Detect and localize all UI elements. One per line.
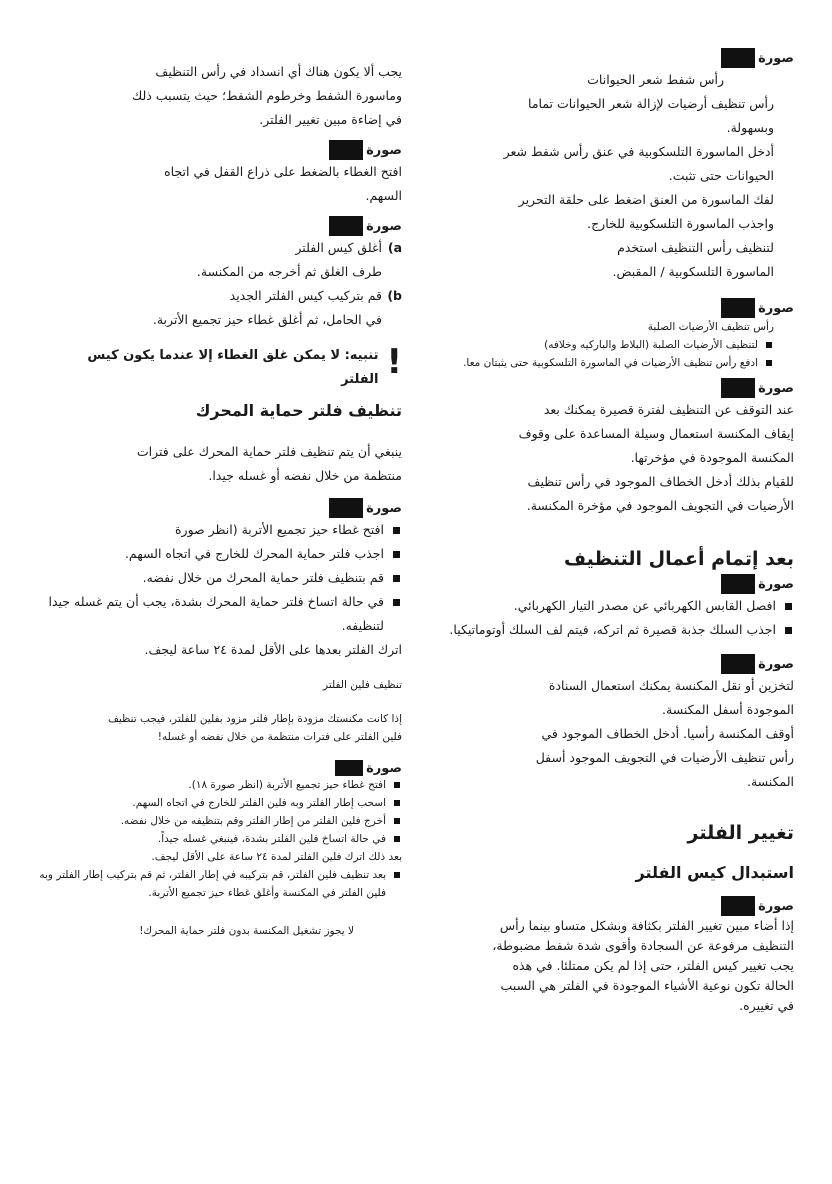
list-item: بعد تنظيف فلين الفلتر، قم بتركيبه في إطار الفلتر، ثم قم بتركيب إطار الفلتر وبه فلين الفلتر في المكنسة وأغلق غطاء حيز تجميع الأتربة. — [38, 866, 402, 902]
list-item: ادفع رأس تنظيف الأرضيات في الماسورة التلسكوبية حتى يثبتان معا. — [434, 354, 774, 372]
figure-number-box — [721, 654, 755, 674]
section-heading: تغيير الفلتر — [687, 822, 794, 844]
text-line: المكنسة الموجودة في مؤخرتها. — [630, 450, 794, 465]
text-line: في الحامل، ثم أغلق غطاء حيز تجميع الأتربة. — [152, 312, 382, 327]
text-line: رأس تنظيف الأرضيات في التجويف الموجود أسفل — [535, 750, 794, 765]
figure-number-box — [329, 216, 363, 236]
text-line: واجذب الماسورة التلسكوبية للخارج. — [587, 216, 774, 231]
text-line: في تغييره. — [739, 998, 794, 1013]
list-item: اجذب السلك جذبة قصيرة ثم اتركه، فيتم لف السلك أوتوماتيكيا. — [434, 618, 794, 642]
text-line: إيقاف المكنسة استعمال وسيلة المساعدة على وقوف — [518, 426, 794, 441]
text-line: أوقف المكنسة رأسيا. أدخل الخطاف الموجود في — [541, 726, 794, 741]
step-a — [38, 236, 402, 260]
figure-number-box — [721, 896, 755, 916]
text-line: لتنظيف رأس التنظيف استخدم — [617, 240, 774, 255]
figure-label: صورة — [434, 896, 794, 916]
figure-number-box — [329, 140, 363, 160]
text-line: منتظمة من خلال نفضه أو غسله جيدا. — [208, 468, 402, 483]
text-line: إذا كانت مكنستك مزودة بإطار فلتر مزود بفلين للفلتر، فيجب تنظيف — [107, 713, 402, 725]
figure-label: صورة — [38, 216, 402, 236]
text-line: الحالة تكون نوعية الأشياء الموجودة في الفلتر هي السبب — [500, 978, 794, 993]
text-line: لفك الماسورة من العنق اضغط على حلقة التحرير — [518, 192, 774, 207]
text-line: أدخل الماسورة التلسكوبية في عنق رأس شفط شعر — [503, 144, 774, 159]
text-line: الأرضيات في التجويف الموجود في مؤخرة المكنسة. — [526, 498, 794, 513]
section-subheading: استبدال كيس الفلتر — [635, 863, 794, 882]
step-title: أغلق كيس الفلتر — [295, 240, 382, 255]
figure-label: صورة — [434, 574, 794, 594]
figure-number-box — [721, 48, 755, 68]
text-line: للقيام بذلك أدخل الخطاف الموجود في رأس تنظيف — [527, 474, 794, 489]
subsection-heading: تنظيف فلين الفلتر — [323, 679, 402, 691]
list-item: لتنظيف الأرضيات الصلبة (البلاط والباركيه وخلافه) — [434, 336, 774, 354]
step-label: a) — [387, 240, 402, 255]
text-line: وماسورة الشفط وخرطوم الشفط؛ حيث يتسبب ذلك — [131, 88, 402, 103]
list-item: في حالة اتساخ فلين الفلتر بشدة، فينبغي غسله جيداً. — [38, 830, 402, 848]
text-line: السهم. — [365, 188, 402, 203]
figure-label: صورة — [38, 498, 402, 518]
figure-number-box — [721, 574, 755, 594]
list-item: أخرج فلين الفلتر من إطار الفلتر وقم بتنظيفه من خلال نفضه. — [38, 812, 402, 830]
text-line: إذا أضاء مبين تغيير الفلتر بكثافة وبشكل متساو بينما رأس — [499, 918, 794, 933]
figure-label: صورة — [38, 140, 402, 160]
list-item: في حالة اتساخ فلتر حماية المحرك بشدة، يجب أن يتم غسله جيدا لتنظيفه. — [38, 590, 402, 638]
section-heading: تنظيف فلتر حماية المحرك — [195, 401, 402, 420]
figure-number-box — [721, 298, 755, 318]
figure-label: صورة — [38, 760, 402, 776]
section-heading: بعد إتمام أعمال التنظيف — [563, 548, 794, 570]
step-b — [38, 284, 402, 308]
text-line: الحيوانات حتى تثبت. — [668, 168, 774, 183]
list-item: افصل القابس الكهربائي عن مصدر التيار الكهربائي. — [434, 594, 794, 618]
figure-label: صورة — [434, 298, 794, 318]
bullet-list — [434, 594, 794, 642]
text-line: لتخزين أو نقل المكنسة يمكنك استعمال السنادة — [548, 678, 794, 693]
text-line: ينبغي أن يتم تنظيف فلتر حماية المحرك على فترات — [136, 444, 402, 459]
bullet-list — [38, 866, 402, 902]
warning-icon: ! — [386, 342, 402, 382]
text-line: الماسورة التلسكوبية / المقبض. — [612, 264, 774, 279]
list-item: افتح غطاء حيز تجميع الأتربة (انظر صورة ١٨). — [38, 776, 402, 794]
step-label: b) — [387, 288, 402, 303]
text-line: عند التوقف عن التنظيف لفترة قصيرة يمكنك بعد — [543, 402, 794, 417]
list-item: اجذب فلتر حماية المحرك للخارج في اتجاه السهم. — [38, 542, 402, 566]
text-line: يجب تغيير كيس الفلتر، حتى إذا لم يكن ممتلئا. في هذه — [512, 958, 794, 973]
text-line: في إضاءة مبين تغيير الفلتر. — [259, 112, 402, 127]
figure-label: صورة — [434, 48, 794, 68]
text-line: الموجودة أسفل المكنسة. — [662, 702, 794, 717]
figure-number-box — [335, 760, 363, 776]
warning-text: الفلتر — [341, 372, 379, 387]
text-line: المكنسة. — [746, 774, 794, 789]
text-line: التنظيف مرفوعة عن السجادة وأقوى شدة شفط مضبوطة، — [492, 938, 794, 953]
text-line: رأس تنظيف الأرضيات الصلبة — [647, 321, 774, 333]
figure-number-box — [721, 378, 755, 398]
warning-note — [38, 344, 402, 392]
figure-number-box — [329, 498, 363, 518]
warning-text: تنبيه: لا يمكن غلق الغطاء إلا عندما يكون كيس — [87, 348, 379, 363]
bullet-list — [434, 336, 774, 372]
text-line: وبسهولة. — [726, 120, 774, 135]
final-note: لا يجوز تشغيل المكنسة بدون فلتر حماية المحرك! — [139, 925, 354, 937]
list-item: اسحب إطار الفلتر وبه فلين الفلتر للخارج في اتجاه السهم. — [38, 794, 402, 812]
text-line: اترك الفلتر بعدها على الأقل لمدة ٢٤ ساعة ليجف. — [144, 642, 402, 657]
text-line: رأس شفط شعر الحيوانات — [587, 72, 724, 87]
text-line: بعد ذلك اترك فلين الفلتر لمدة ٢٤ ساعة على الأقل ليجف. — [151, 851, 402, 863]
text-line: افتح الغطاء بالضغط على ذراع القفل في اتجاه — [164, 164, 402, 179]
text-line: رأس تنظيف أرضيات لإزالة شعر الحيوانات تماما — [528, 96, 774, 111]
bullet-list — [38, 518, 402, 638]
list-item: قم بتنظيف فلتر حماية المحرك من خلال نفضه. — [38, 566, 402, 590]
bullet-list — [38, 776, 402, 848]
right-column — [434, 48, 794, 1016]
step-title: قم بتركيب كيس الفلتر الجديد — [229, 288, 382, 303]
figure-label: صورة — [434, 378, 794, 398]
list-item: افتح غطاء حيز تجميع الأتربة (انظر صورة — [38, 518, 402, 542]
text-line: يجب ألا يكون هناك أي انسداد في رأس التنظيف — [155, 64, 402, 79]
text-line: طرف الغلق ثم أخرجه من المكنسة. — [196, 264, 382, 279]
text-line: فلين الفلتر على فترات منتظمة من خلال نفضه أو غسله! — [157, 731, 402, 743]
left-column — [38, 60, 402, 940]
figure-label: صورة — [434, 654, 794, 674]
